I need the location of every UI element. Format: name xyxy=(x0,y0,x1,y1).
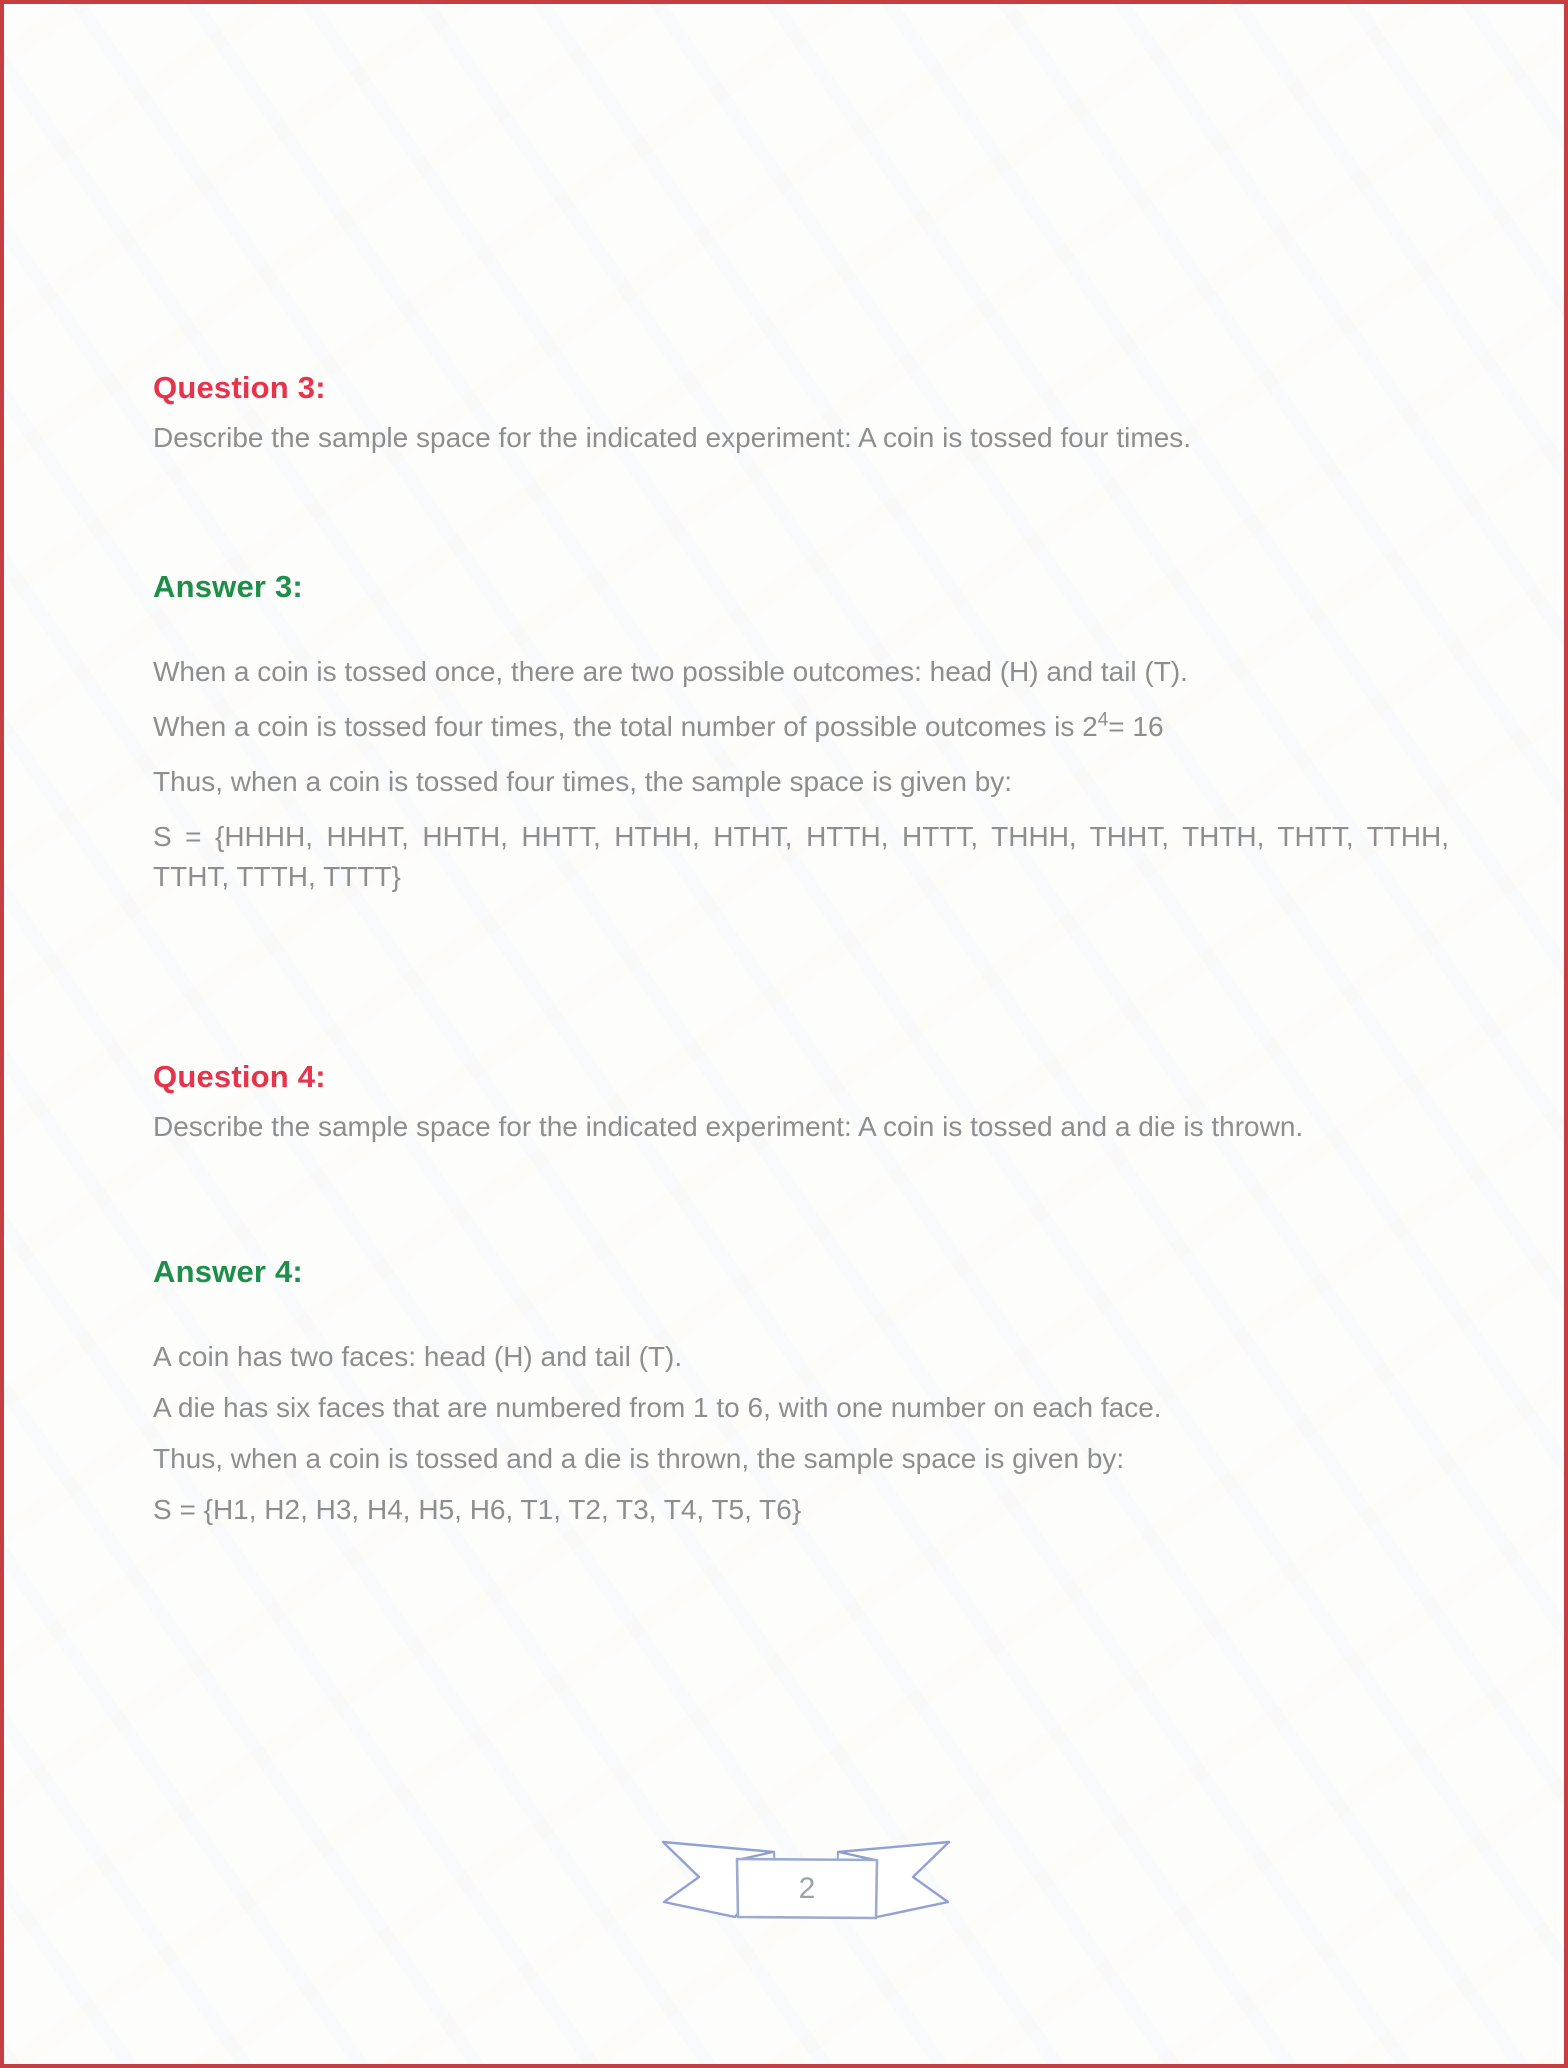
answer-4-line-2: A die has six faces that are numbered from 1 to 6, with one number on each face. xyxy=(153,1392,1162,1423)
exponent: 4 xyxy=(1097,709,1109,731)
question-4-text: Describe the sample space for the indicated experiment: A coin is tossed and a die is thrown. xyxy=(153,1111,1304,1142)
question-3-heading: Question 3: xyxy=(153,370,326,405)
answer-3-heading: Answer 3: xyxy=(153,569,303,604)
answer-3-line-2-suffix: = 16 xyxy=(1108,711,1164,742)
page-number-ribbon xyxy=(661,1840,951,1920)
answer-3-line-2-prefix: When a coin is tossed four times, the total number of possible outcomes is 2 xyxy=(153,711,1098,742)
question-4-heading: Question 4: xyxy=(153,1059,326,1094)
answer-4-heading: Answer 4: xyxy=(153,1254,303,1289)
answer-3-line-3: Thus, when a coin is tossed four times, the sample space is given by: xyxy=(153,766,1013,797)
page-content xyxy=(4,368,1564,1530)
answer-4-sample-space: S = {H1, H2, H3, H4, H5, H6, T1, T2, T3, T4, T5, T6} xyxy=(153,1494,802,1525)
page-number: 2 xyxy=(798,1871,816,1905)
answer-4-line-1: A coin has two faces: head (H) and tail (T). xyxy=(153,1341,683,1372)
question-3-text: Describe the sample space for the indicated experiment: A coin is tossed four times. xyxy=(153,422,1192,453)
answer-4-line-3: Thus, when a coin is tossed and a die is thrown, the sample space is given by: xyxy=(153,1443,1125,1474)
answer-3-line-2 xyxy=(153,707,1449,747)
answer-3-sample-space: S = {HHHH, HHHT, HHTH, HHTT, HTHH, HTHT, HTTH, HTTT, THHH, THHT, THTH, THTT, TTHH, TTHT, TTTH, TTTT} xyxy=(153,821,1449,892)
answer-3-line-1: When a coin is tossed once, there are two possible outcomes: head (H) and tail (T). xyxy=(153,656,1188,687)
